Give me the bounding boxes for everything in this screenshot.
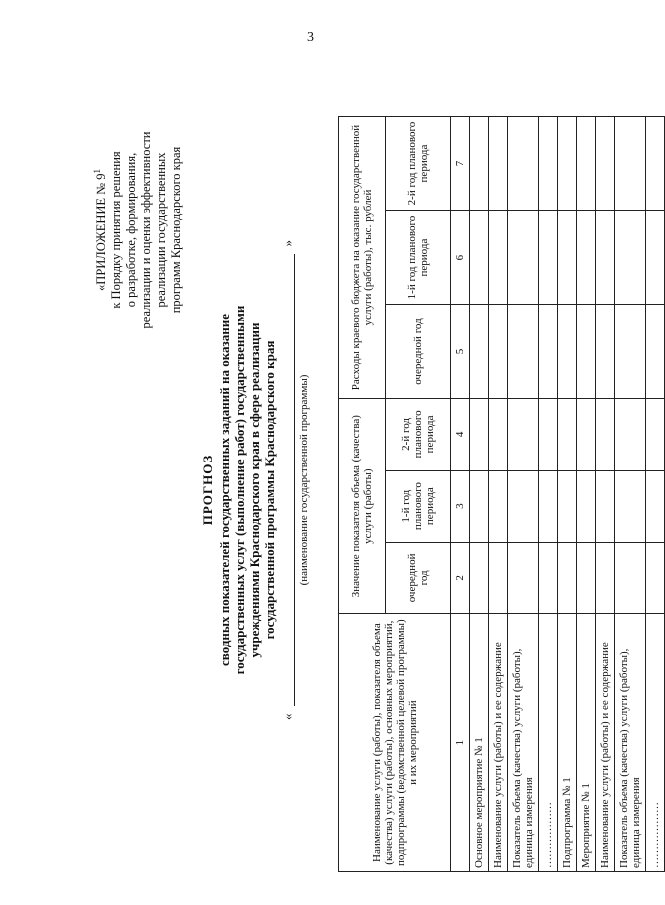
- program-name-field: [280, 240, 310, 720]
- column-number-row: [451, 117, 470, 872]
- table-row: [539, 117, 558, 872]
- appendix-line-1: «ПРИЛОЖЕНИЕ № $9^1$: [92, 169, 109, 291]
- table-row: [470, 117, 489, 872]
- row-label: Наименование услуги (работы) и ее содержание: [489, 614, 508, 872]
- value-group-header: Значение показателя объема (качества) услуги (работы): [339, 399, 386, 614]
- appendix-line-6: программ Краснодарского края: [169, 146, 184, 314]
- appendix-line-5: реализации государственных: [154, 152, 169, 308]
- column-number: 2: [451, 542, 470, 614]
- open-quote: «: [280, 713, 295, 720]
- title-line-2: государственных услуг (выполнение работ) государственными: [232, 305, 247, 675]
- table-row: [615, 117, 646, 872]
- col-name-header: Наименование услуги (работы), показателя объема (качества) услуги (работы), основных мероприятий, подпрограммы (ведомственной целевой программы) и их мероприятий: [339, 614, 451, 872]
- close-quote: »: [280, 240, 295, 247]
- column-number: 3: [451, 470, 470, 542]
- title-line-3: учреждениями Краснодарского края в сфере реализации: [247, 322, 262, 658]
- row-label: Показатель объема (качества) услуги (работы), единица измерения: [508, 614, 539, 872]
- column-number: 7: [451, 117, 470, 211]
- table-row: [508, 117, 539, 872]
- table-row: [558, 117, 577, 872]
- table-row: [577, 117, 596, 872]
- appendix-line-2: к Порядку принятия решения: [109, 151, 124, 309]
- title-line-1: сводных показателей государственных заданий на оказание: [217, 314, 232, 666]
- sub-header: 2-й год планового периода: [386, 399, 451, 471]
- forecast-table: [338, 116, 665, 872]
- row-label: ………………: [539, 614, 558, 872]
- program-name-underline: [294, 254, 295, 706]
- row-label: Подпрограмма № 1: [558, 614, 577, 872]
- appendix-header: [90, 110, 184, 350]
- appendix-line-3: о разработке, формирования,: [124, 152, 139, 308]
- column-number: 5: [451, 305, 470, 399]
- sub-header: 1-й год планового периода: [386, 211, 451, 305]
- row-label: ………………: [646, 614, 665, 872]
- column-number: 4: [451, 399, 470, 471]
- row-label: Мероприятие № 1: [577, 614, 596, 872]
- rotated-content: [90, 100, 661, 880]
- document-title: [200, 230, 277, 750]
- row-label: Наименование услуги (работы) и ее содержание: [596, 614, 615, 872]
- sub-header: очередной год: [386, 542, 451, 614]
- title-main: ПРОГНОЗ: [200, 454, 215, 526]
- sub-header: очередной год: [386, 305, 451, 399]
- program-name-caption: (наименование государственной программы): [298, 374, 310, 586]
- sub-header: 2-й год планового периода: [386, 117, 451, 211]
- row-label: Основное мероприятие № 1: [470, 614, 489, 872]
- table-row: [596, 117, 615, 872]
- sub-header: 1-й год планового периода: [386, 470, 451, 542]
- column-number: 6: [451, 211, 470, 305]
- table-row: [646, 117, 665, 872]
- appendix-line-4: реализации и оценки эффективности: [139, 131, 154, 329]
- expense-group-header: Расходы краевого бюджета на оказание государственной услуги (работы), тыс. рублей: [339, 117, 386, 399]
- column-number: 1: [451, 614, 470, 872]
- page-number: 3: [307, 30, 314, 45]
- title-line-4: государственной программы Краснодарского края: [262, 340, 277, 640]
- table-row: [489, 117, 508, 872]
- row-label: Показатель объема (качества) услуги (работы), единица измерения: [615, 614, 646, 872]
